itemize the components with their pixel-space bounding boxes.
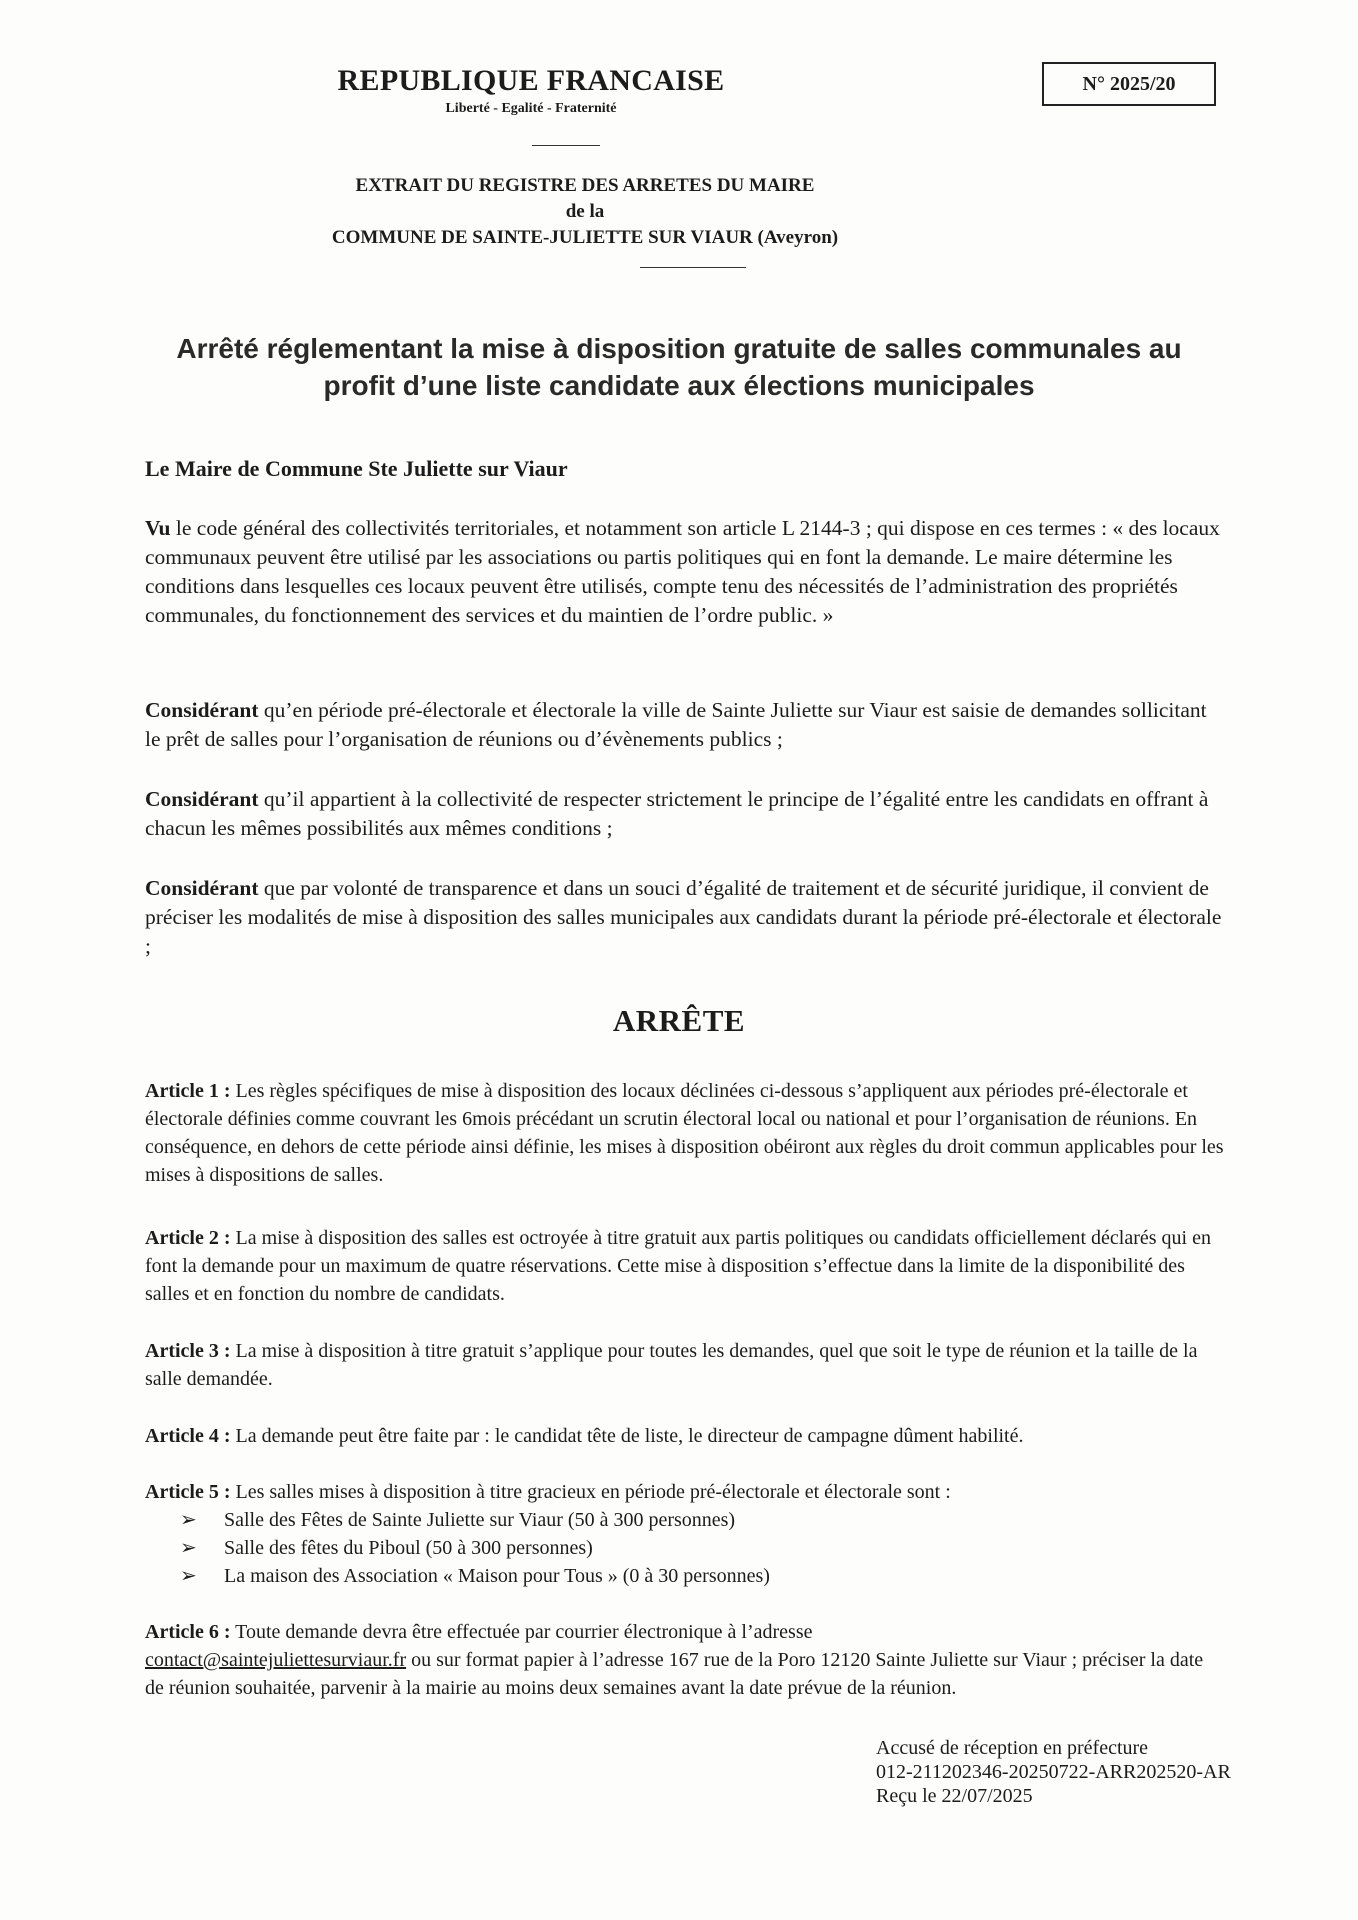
salles-list — [180, 1506, 770, 1590]
considerant-text: qu’il appartient à la collectivité de respecter strictement le principe de l’égalité entre les candidats en offrant à chacun les mêmes possibilités aux mêmes conditions ; — [145, 787, 1209, 840]
title-line-1: Arrêté réglementant la mise à disposition gratuite de salles communales au — [176, 333, 1182, 364]
receipt-line-1: Accusé de réception en préfecture — [876, 1737, 1149, 1759]
article-text: La mise à disposition à titre gratuit s’applique pour toutes les demandes, quel que soit le type de réunion et la taille de la salle demandée. — [145, 1340, 1198, 1390]
considerant-text: qu’en période pré-électorale et électorale la ville de Sainte Juliette sur Viaur est saisie de demandes sollicitant le prêt de salles pour l’organisation de réunions ou d’évènements publics ; — [145, 698, 1207, 751]
separator-line — [640, 267, 746, 268]
vu-lead: Vu — [145, 516, 171, 540]
article-lead: Article 4 : — [145, 1425, 231, 1447]
separator-line — [532, 145, 600, 146]
article-lead: Article 1 : — [145, 1080, 231, 1102]
arrow-bullet-icon: ➢ — [180, 1509, 197, 1531]
receipt-line-2: 012-211202346-20250722-ARR202520-AR — [876, 1761, 1231, 1783]
arrete-number-box — [1042, 62, 1216, 106]
registry-extract — [0, 173, 1170, 251]
considerant-lead: Considérant — [145, 787, 259, 811]
article-6 — [145, 1618, 1225, 1702]
article-text: Toute demande devra être effectuée par courrier électronique à l’adresse — [230, 1621, 813, 1643]
contact-email-link[interactable]: contact@saintejuliettesurviaur.fr — [145, 1649, 407, 1671]
article-2 — [145, 1224, 1225, 1308]
extract-line-1: EXTRAIT DU REGISTRE DES ARRETES DU MAIRE — [355, 175, 815, 196]
article-4 — [145, 1422, 1225, 1450]
salle-label: Salle des fêtes du Piboul (50 à 300 personnes) — [224, 1537, 593, 1559]
considerant-paragraph — [145, 874, 1225, 961]
article-lead: Article 6 : — [145, 1621, 231, 1643]
arrete-heading: ARRÊTE — [612, 1003, 746, 1038]
salle-label: Salle des Fêtes de Sainte Juliette sur Viaur (50 à 300 personnes) — [224, 1509, 736, 1531]
republic-heading: REPUBLIQUE FRANCAISE — [337, 64, 725, 97]
article-text: Les salles mises à disposition à titre gracieux en période pré-électorale et électorale sont : — [230, 1481, 951, 1503]
article-3 — [145, 1337, 1225, 1393]
considerant-lead: Considérant — [145, 876, 259, 900]
considerant-lead: Considérant — [145, 698, 259, 722]
considerant-paragraph — [145, 696, 1225, 754]
list-item — [180, 1506, 770, 1534]
document-title — [120, 330, 1238, 404]
arrow-bullet-icon: ➢ — [180, 1537, 197, 1559]
extract-line-2: de la — [565, 201, 605, 222]
article-text: La demande peut être faite par : le candidat tête de liste, le directeur de campagne dûment habilité. — [230, 1425, 1024, 1447]
maire-heading: Le Maire de Commune Ste Juliette sur Viaur — [145, 456, 568, 481]
article-5 — [145, 1478, 1225, 1506]
receipt-line-3: Reçu le 22/07/2025 — [876, 1785, 1033, 1807]
title-line-2: profit d’une liste candidate aux élections municipales — [323, 370, 1035, 401]
list-item — [180, 1534, 770, 1562]
considerant-paragraph — [145, 785, 1225, 843]
republic-motto: Liberté - Egalité - Fraternité — [445, 101, 617, 116]
article-lead: Article 3 : — [145, 1340, 231, 1362]
vu-paragraph — [145, 514, 1225, 630]
list-item — [180, 1562, 770, 1590]
prefecture-receipt-stamp — [876, 1736, 1231, 1808]
article-text: ou sur format papier à l’adresse 167 rue de la Poro 12120 Sainte Juliette sur Viaur ; préciser la date de réunion souhaitée, parvenir à la mairie au moins deux semaines avant la date prévue de la réunion. — [145, 1649, 1204, 1699]
arrow-bullet-icon: ➢ — [180, 1565, 197, 1587]
salle-label: La maison des Association « Maison pour Tous » (0 à 30 personnes) — [224, 1565, 770, 1587]
article-lead: Article 5 : — [145, 1481, 231, 1503]
article-text: La mise à disposition des salles est octroyée à titre gratuit aux partis politiques ou candidats officiellement déclarés qui en font la demande pour un maximum de quatre réservations. Cette mise à disposition s’effectue dans la limite de la disponibilité des salles et en fonction du nombre de candidats. — [145, 1227, 1211, 1305]
arrete-number: N° 2025/20 — [1082, 72, 1176, 95]
considerant-text: que par volonté de transparence et dans un souci d’égalité de traitement et de sécurité juridique, il convient de préciser les modalités de mise à disposition des salles municipales aux candidats durant la période pré-électorale et électorale ; — [145, 876, 1222, 958]
article-text: Les règles spécifiques de mise à disposition des locaux déclinées ci-dessous s’appliquent aux périodes pré-électorale et électorale définies comme couvrant les 6mois précédant un scrutin électoral local ou national et pour l’organisation de réunions. En conséquence, en dehors de cette période ainsi définie, les mises à disposition obéiront aux règles du droit commun applicables pour les mises à dispositions de salles. — [145, 1080, 1224, 1186]
article-1 — [145, 1077, 1225, 1189]
article-lead: Article 2 : — [145, 1227, 231, 1249]
extract-line-3: COMMUNE DE SAINTE-JULIETTE SUR VIAUR (Aveyron) — [331, 227, 839, 248]
vu-text: le code général des collectivités territoriales, et notamment son article L 2144-3 ; qui dispose en ces termes : « des locaux communaux peuvent être utilisé par les associations ou partis politiques qui en font la demande. Le maire détermine les conditions dans lesquelles ces locaux peuvent être utilisés, compte tenu des nécessités de l’administration des propriétés communales, du fonctionnement des services et du maintien de l’ordre public. » — [145, 516, 1220, 627]
